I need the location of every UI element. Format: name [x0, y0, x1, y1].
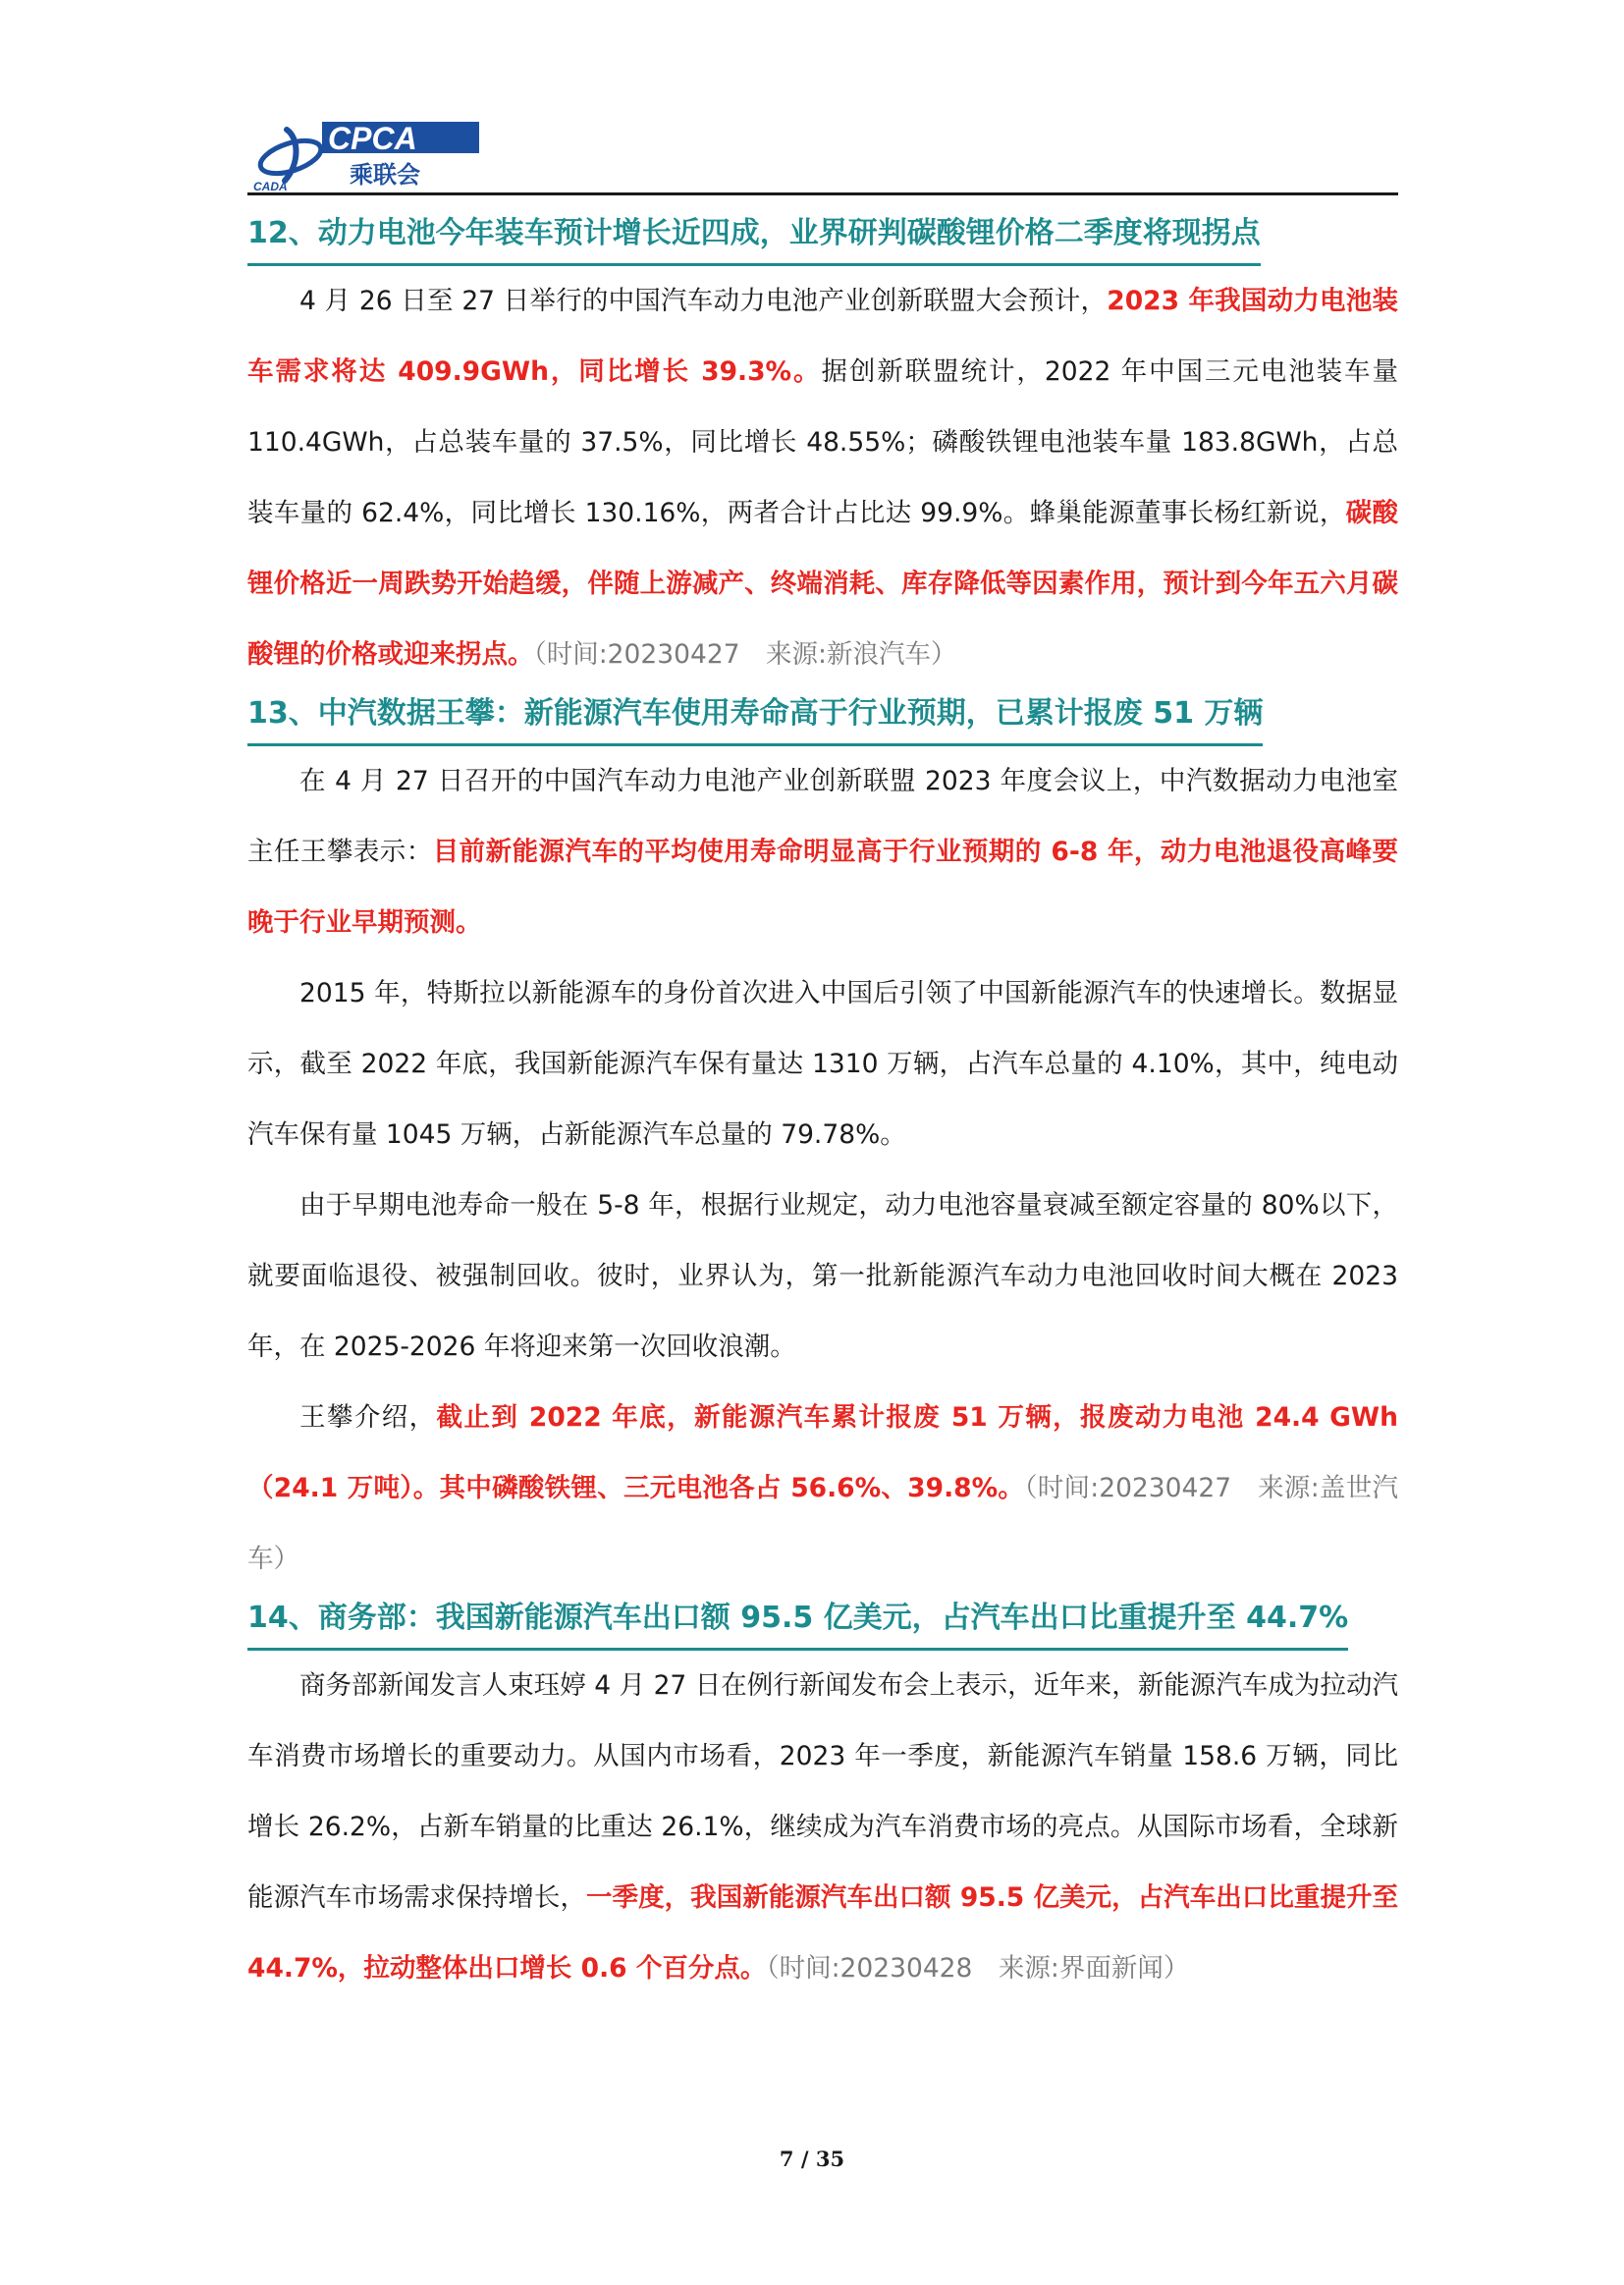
body-text: 2015 年，特斯拉以新能源车的身份首次进入中国后引领了中国新能源汽车的快速增长。数据显示，截至 2022 年底，我国新能源汽车保有量达 1310 万辆，占汽车总量的 4.10%，其中，纯电动汽车保有量 1045 万辆，占新能源汽车总量的 79.78%。 — [247, 978, 1398, 1150]
header-rule — [247, 192, 1398, 195]
source-note: （时间:20230428 来源:界面新闻） — [766, 1953, 1190, 1984]
body-text: 王攀介绍， — [299, 1402, 437, 1433]
svg-text:乘联会: 乘联会 — [350, 161, 420, 189]
body-text: 在 4 月 27 日召开的中国汽车动力电池产业创新联盟 2023 年度会议上，中汽数据动力电池室主任王攀表示： — [247, 766, 1398, 867]
highlight-text: 目前新能源汽车的平均使用寿命明显高于行业预期的 6-8 年，动力电池退役高峰要晚于行业早期预测。 — [247, 837, 1399, 938]
headline-12: 12、动力电池今年装车预计增长近四成，业界研判碳酸锂价格二季度将现拐点 — [247, 210, 1261, 266]
body-text: 4 月 26 日至 27 日举行的中国汽车动力电池产业创新联盟大会预计， — [299, 286, 1108, 316]
headline-14: 14、商务部：我国新能源汽车出口额 95.5 亿美元，占汽车出口比重提升至 44.7% — [247, 1595, 1348, 1651]
news-item-13 — [247, 690, 1398, 1595]
highlight-text: 碳酸锂价格近一周跌势开始趋缓，伴随上游减产、终端消耗、库存降低等因素作用，预计到今年五六月碳酸锂的价格或迎来拐点。 — [247, 498, 1399, 670]
highlight-text: 2023 年我国动力电池装车需求将达 409.9GWh，同比增长 39.3%。 — [247, 286, 1398, 387]
headline-13: 13、中汽数据王攀：新能源汽车使用寿命高于行业预期，已累计报废 51 万辆 — [247, 690, 1263, 746]
source-note: （时间:20230427 来源:新浪汽车） — [533, 639, 957, 670]
cpca-logo — [247, 112, 483, 192]
body-text: 据创新联盟统计，2022 年中国三元电池装车量 110.4GWh，占总装车量的 37.5%，同比增长 48.55%；磷酸铁锂电池装车量 183.8GWh，占总装车量的 62.4%，同比增长 130.16%，两者合计占比达 99.9%。蜂巢能源董事长杨红新说， — [247, 356, 1398, 528]
paragraph — [247, 958, 1398, 1170]
news-item-12 — [247, 196, 1398, 690]
svg-text:CPCA: CPCA — [328, 121, 417, 156]
highlight-text: 一季度，我国新能源汽车出口额 95.5 亿美元，占汽车出口比重提升至 44.7%，拉动整体出口增长 0.6 个百分点。 — [247, 1882, 1398, 1984]
paragraph — [247, 266, 1398, 690]
page-number: 7 / 35 — [779, 2147, 845, 2171]
paragraph — [247, 1651, 1398, 2004]
body-text: 由于早期电池寿命一般在 5-8 年，根据行业规定，动力电池容量衰减至额定容量的 80%以下，就要面临退役、被强制回收。彼时，业界认为，第一批新能源汽车动力电池回收时间大概在 2023 年，在 2025-2026 年将迎来第一次回收浪潮。 — [247, 1190, 1398, 1362]
paragraph — [247, 746, 1398, 958]
paragraph — [247, 1170, 1398, 1383]
source-note: （时间:20230427 来源:盖世汽车） — [247, 1473, 1398, 1574]
paragraph — [247, 1383, 1398, 1595]
body-text: 商务部新闻发言人束珏婷 4 月 27 日在例行新闻发布会上表示，近年来，新能源汽车成为拉动汽车消费市场增长的重要动力。从国内市场看，2023 年一季度，新能源汽车销量 158.6 万辆，同比增长 26.2%，占新车销量的比重达 26.1%，继续成为汽车消费市场的亮点。从国际市场看，全球新能源汽车市场需求保持增长， — [247, 1670, 1398, 1913]
page-header — [247, 106, 1398, 196]
highlight-text: 截止到 2022 年底，新能源汽车累计报废 51 万辆，报废动力电池 24.4 GWh（24.1 万吨）。其中磷酸铁锂、三元电池各占 56.6%、39.8%。 — [247, 1402, 1399, 1503]
article-body — [247, 196, 1398, 2004]
svg-text:CADA: CADA — [253, 180, 288, 192]
news-item-14 — [247, 1595, 1398, 2004]
